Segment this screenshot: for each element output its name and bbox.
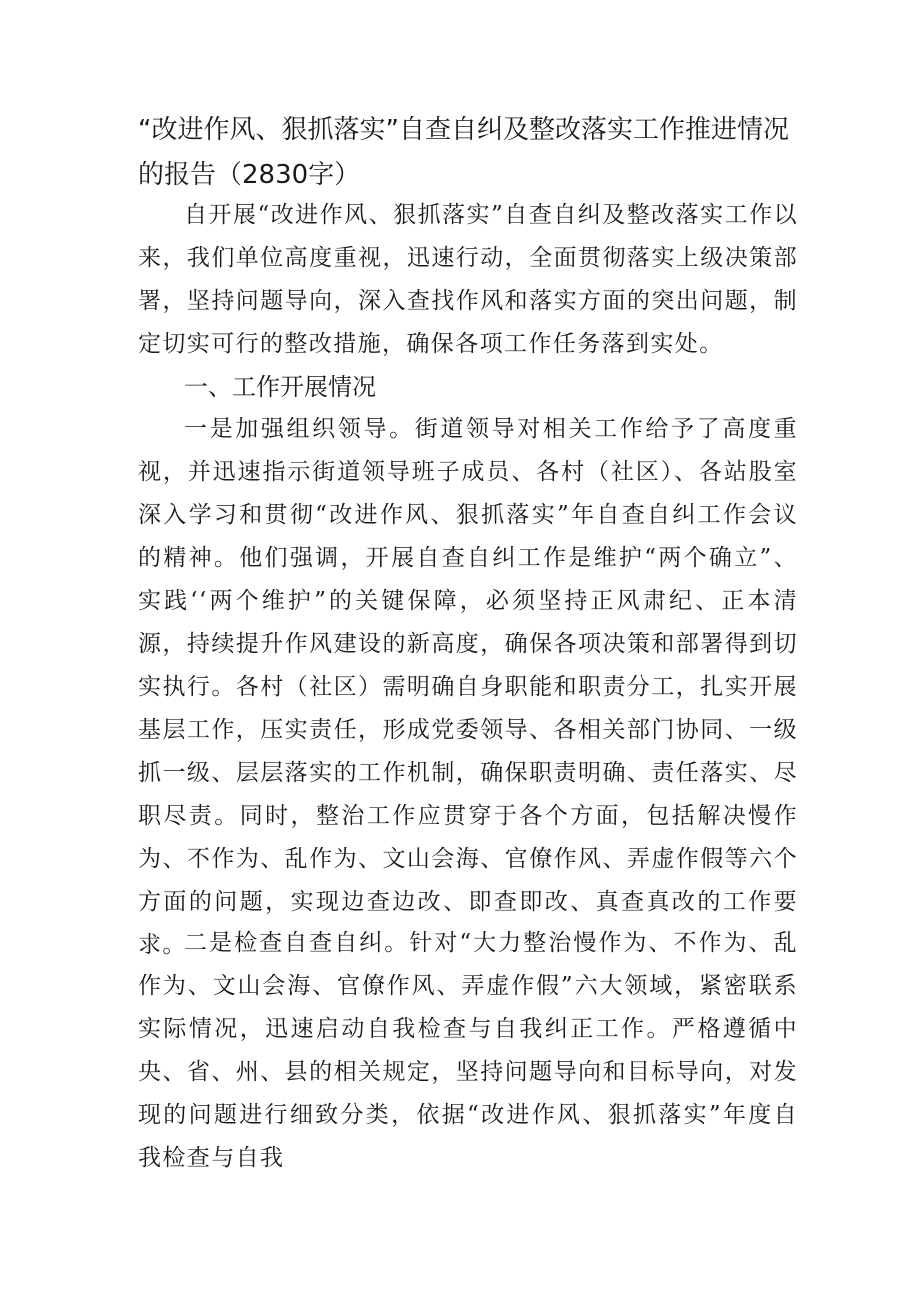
paragraph-self-inspection: 二是检查自查自纠。针对“大力整治慢作为、不作为、乱作为、文山会海、官僚作风、弄虚作假”六大领域，紧密联系实际情况，迅速启动自我检查与自我纠正工作。严格遵循中央、省、州、县的相关规定，坚持问题导向和目标导向，对发现的问题进行细致分类，依据“改进作风、狠抓落实”年度自我检查与自我 xyxy=(138,930,798,1171)
document-title: “改进作风、狠抓落实”自查自纠及整改落实工作推进情况的报告（2830字） xyxy=(138,115,789,190)
intro-paragraph: 自开展“改进作风、狠抓落实”自查自纠及整改落实工作以来，我们单位高度重视，迅速行动，全面贯彻落实上级决策部署，坚持问题导向，深入查找作风和落实方面的突出问题，制定切实可行的整改措施，确保各项工作任务落到实处。 xyxy=(138,202,798,357)
section-heading-work-progress: 一、工作开展情况 xyxy=(184,373,376,401)
paragraph-organization-leadership: 一是加强组织领导。街道领导对相关工作给予了高度重视，并迅速指示街道领导班子成员、各村（社区）、各站股室深入学习和贯彻“改进作风、狠抓落实”年自查自纠工作会议的精神。他们强调，开展自查自纠工作是维护“两个确立”、实践‘‘两个维护”的关键保障，必须坚持正风肃纪、正本清源，持续提升作风建设的新高度，确保各项决策和部署得到切实执行。各村（社区）需明确自身职能和职责分工，扎实开展基层工作，压实责任，形成党委领导、各相关部门协同、一级抓一级、层层落实的工作机制，确保职责明确、责任落实、尽职尽责。同时，整治工作应贯穿于各个方面，包括解决慢作为、不作为、乱作为、文山会海、官僚作风、弄虚作假等六个方面的问题，实现边查边改、即查即改、真查真改的工作要求。 xyxy=(138,416,798,958)
